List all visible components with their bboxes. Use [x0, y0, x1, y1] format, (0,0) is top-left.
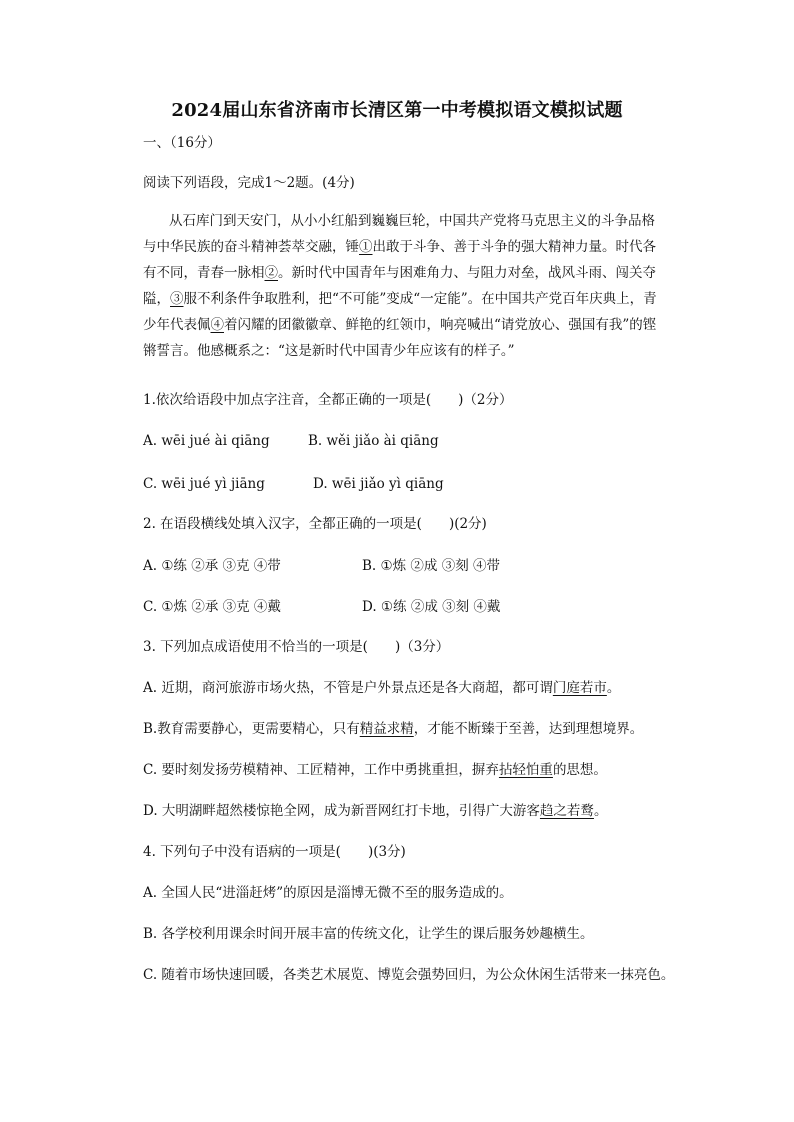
- blank-3: ③: [170, 291, 184, 307]
- question-2-stem: 2. 在语段横线处填入汉字，全都正确的一项是( )(2分): [143, 516, 487, 532]
- blank-1: ①: [359, 239, 373, 255]
- q3-option-c: C. 要时刻发扬劳模精神、工匠精神，工作中勇挑重担，摒弃拈轻怕重的思想。: [143, 762, 607, 778]
- q4-option-c: C. 随着市场快速回暖，各类艺术展览、博览会强势回归，为公众休闲生活带来一抹亮色。: [143, 967, 675, 983]
- idiom-c: 拈轻怕重: [498, 762, 553, 778]
- q2-option-c: C. ①炼 ②承 ③克 ④戴: [143, 599, 281, 615]
- blank-4: ④: [210, 317, 224, 333]
- q2-option-d: D. ①练 ②成 ③刻 ④戴: [362, 599, 501, 615]
- question-1-stem: 1.依次给语段中加点字注音，全都正确的一项是( )（2分）: [143, 392, 513, 408]
- idiom-b: 精益求精: [359, 721, 414, 737]
- q3-option-b: B.教育需要静心，更需要精心，只有精益求精，才能不断臻于至善，达到理想境界。: [143, 721, 644, 737]
- q1-option-d: D. wēi jiǎo yì qiāng: [313, 476, 444, 492]
- reading-passage: 从石库门到天安门，从小小红船到巍巍巨轮，中国共产党将马克思主义的斗争品格与中华民族的奋斗精神荟萃交融，锤①出敢于斗争、善于斗争的强大精神力量。时代各有不同，青春一脉相②。新时代中国青年与困难角力、与阻力对垒，战风斗雨、闯关夺隘，③服不利条件争取胜利，把“不可能”变成“一定能”。在中国共产党百年庆典上，青少年代表佩④着闪耀的团徽徽章、鲜艳的红领巾，响亮喊出“请党放心、强国有我”的铿锵誓言。他感概系之：“这是新时代中国青少年应该有的样子。”: [143, 213, 657, 359]
- question-4-stem: 4. 下列句子中没有语病的一项是( )(3分): [143, 844, 406, 860]
- q3-option-a: A. 近期，商河旅游市场火热，不管是户外景点还是各大商超，都可谓门庭若市。: [143, 680, 621, 696]
- q4-option-a: A. 全国人民“进淄赶烤”的原因是淄博无微不至的服务造成的。: [143, 885, 513, 901]
- idiom-d: 趋之若鹜: [539, 803, 594, 819]
- q4-option-b: B. 各学校利用课余时间开展丰富的传统文化，让学生的课后服务妙趣横生。: [143, 926, 594, 942]
- idiom-a: 门庭若市: [552, 680, 607, 696]
- q2-option-a: A. ①练 ②承 ③克 ④带: [143, 558, 281, 574]
- question-3-stem: 3. 下列加点成语使用不恰当的一项是( )（3分）: [143, 639, 450, 655]
- q1-option-b: B. wěi jiǎo ài qiāng: [308, 433, 439, 449]
- q1-option-c: C. wēi jué yì jiāng: [143, 476, 265, 492]
- q2-option-b: B. ①炼 ②成 ③刻 ④带: [362, 558, 500, 574]
- blank-2: ②: [264, 265, 278, 281]
- q1-option-a: A. wēi jué ài qiāng: [143, 433, 270, 449]
- exam-title: 2024届山东省济南市长清区第一中考模拟语文模拟试题: [171, 100, 623, 121]
- reading-instruction: 阅读下列语段，完成1～2题。(4分): [143, 175, 355, 191]
- q3-option-d: D. 大明湖畔超然楼惊艳全网，成为新晋网红打卡地，引得广大游客趋之若鹜。: [143, 803, 608, 819]
- section-heading: 一、（16分）: [143, 135, 221, 151]
